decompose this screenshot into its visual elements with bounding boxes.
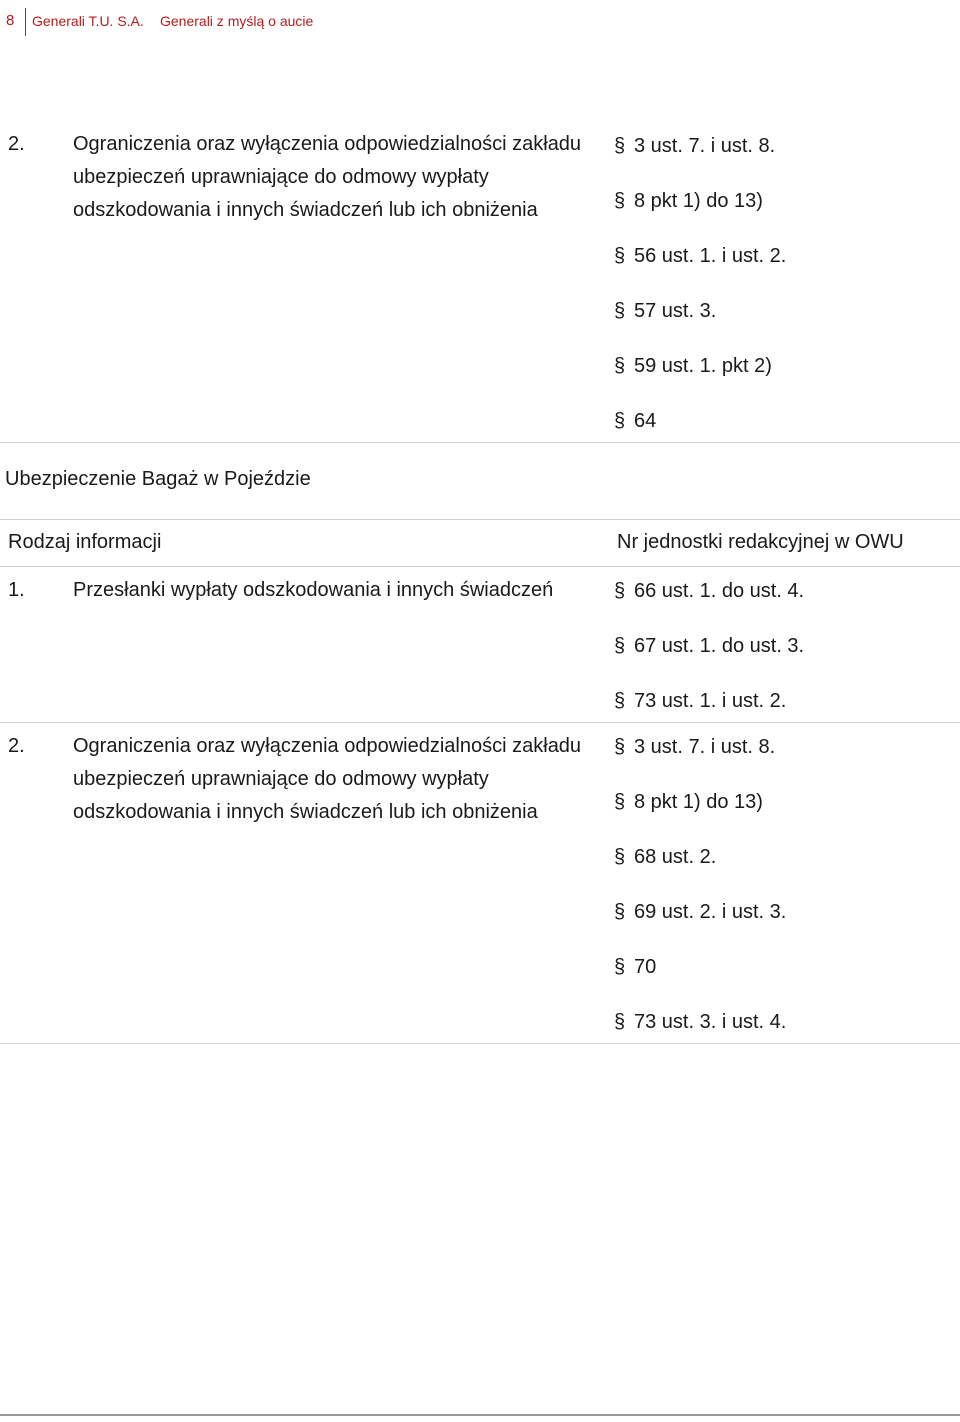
reference-item: § 64 [614,406,786,461]
section-sign-icon: § [614,1011,626,1033]
table-divider [0,442,960,443]
row-description: Przesłanki wypłaty odszkodowania i innych świadczeń [73,579,554,601]
company-name: Generali T.U. S.A. [32,13,144,29]
section-sign-icon: § [614,956,626,978]
table-divider [0,566,960,567]
reference-item: § 59 ust. 1. pkt 2) [614,351,786,406]
row-number: 2. [8,735,25,757]
section-sign-icon: § [614,901,626,923]
reference-item: § 66 ust. 1. do ust. 4. [614,576,804,631]
reference-item: § 57 ust. 3. [614,296,786,351]
section-sign-icon: § [614,135,626,157]
page-number: 8 [6,12,15,29]
section-sign-icon: § [614,846,626,868]
column-header-info-type: Rodzaj informacji [8,531,162,553]
reference-item: § 73 ust. 1. i ust. 2. [614,686,804,741]
reference-item: § 3 ust. 7. i ust. 8. [614,732,786,787]
section-sign-icon: § [614,300,626,322]
section-sign-icon: § [614,190,626,212]
section-sign-icon: § [614,791,626,813]
table-divider [0,1043,960,1044]
header-divider [25,8,26,36]
page-bottom-rule [0,1414,960,1416]
reference-list [614,131,786,461]
section-sign-icon: § [614,355,626,377]
reference-item: § 73 ust. 3. i ust. 4. [614,1007,786,1062]
page-header [0,0,960,50]
reference-item: § 56 ust. 1. i ust. 2. [614,241,786,296]
row-description: Ograniczenia oraz wyłączenia odpowiedzialności zakładu ubezpieczeń uprawniające do odmowy wypłaty odszkodowania i innych świadczeń lub ich obniżenia [73,133,582,221]
table-divider [0,519,960,520]
section-sign-icon: § [614,736,626,758]
reference-item: § 3 ust. 7. i ust. 8. [614,131,786,186]
reference-item: § 70 [614,952,786,1007]
column-header-unit-number: Nr jednostki redakcyjnej w OWU [617,531,904,553]
reference-item: § 8 pkt 1) do 13) [614,787,786,842]
reference-item: § 69 ust. 2. i ust. 3. [614,897,786,952]
table-divider [0,722,960,723]
section-sign-icon: § [614,690,626,712]
reference-item: § 8 pkt 1) do 13) [614,186,786,241]
row-description: Ograniczenia oraz wyłączenia odpowiedzialności zakładu ubezpieczeń uprawniające do odmowy wypłaty odszkodowania i innych świadczeń lub ich obniżenia [73,735,582,823]
reference-item: § 68 ust. 2. [614,842,786,897]
row-number: 1. [8,579,25,601]
section-sign-icon: § [614,580,626,602]
header-slogan: Generali z myślą o aucie [160,13,314,29]
reference-list [614,732,786,1062]
section-title: Ubezpieczenie Bagaż w Pojeździe [5,468,311,490]
reference-list [614,576,804,741]
section-sign-icon: § [614,635,626,657]
row-number: 2. [8,133,25,155]
reference-item: § 67 ust. 1. do ust. 3. [614,631,804,686]
section-sign-icon: § [614,410,626,432]
section-sign-icon: § [614,245,626,267]
